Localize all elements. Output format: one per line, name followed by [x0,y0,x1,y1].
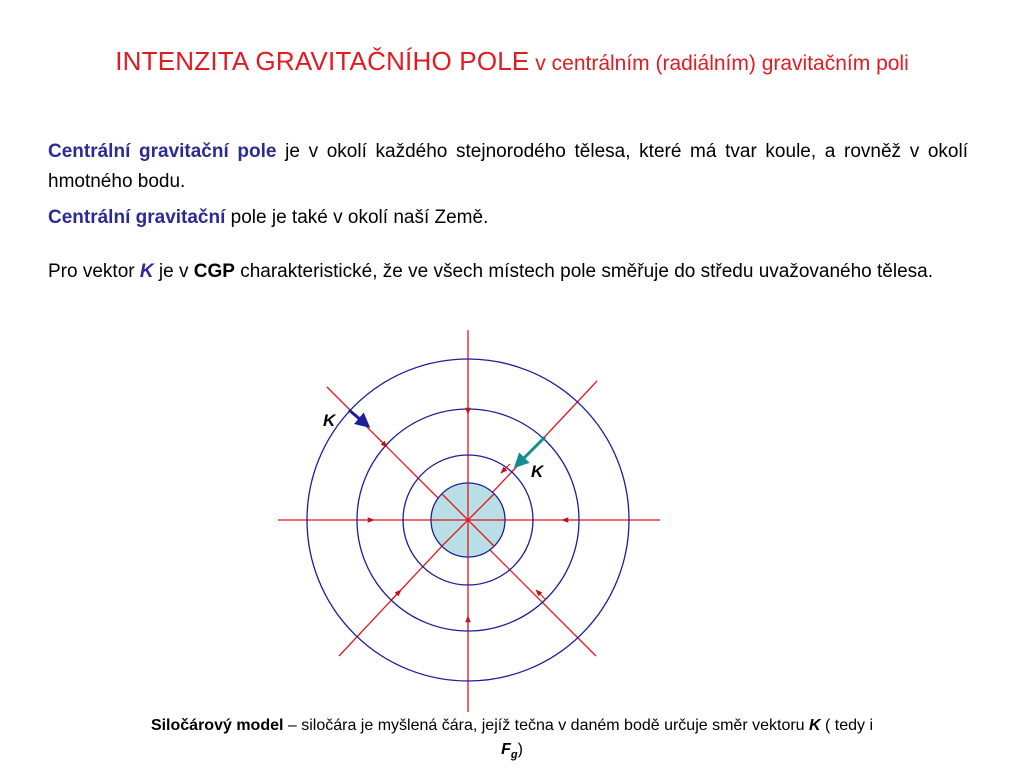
paragraph3-part2: je v [153,261,194,282]
paragraph3-part3: charakteristické, že ve všech místech pole směřuje do středu uvažovaného tělesa. [234,261,933,282]
paragraph2-text: pole je také v okolí naší Země. [225,207,489,228]
caption-end: ) [517,741,523,758]
caption [40,714,984,767]
paragraph3-cgp: CGP [193,261,235,282]
caption-fg-sub: g [510,749,518,762]
paragraph1-text: je v okolí každého stejnorodého tělesa, které má tvar koule, a rovněž v okolí hmotného bodu. [48,141,968,192]
arrow-upper-left [377,437,387,447]
caption-text2: ( tedy i [820,717,874,734]
paragraph2-lead: Centrální gravitační [48,207,226,228]
vector-k-inner-label: K [531,462,544,481]
caption-fg: F [501,741,511,758]
vector-k-outer-label: K [323,411,336,430]
title-subtitle: v centrálním (radiálním) gravitačním poli [529,52,909,75]
paragraph1-lead: Centrální gravitační pole [48,141,277,162]
arrow-lower-right [536,590,546,600]
caption-vector-k: K [809,717,821,734]
caption-text: – siločára je myšlená čára, jejíž tečna v daném bodě určuje směr vektoru [283,717,810,734]
vector-k-outer-arrow [349,410,368,426]
field-lines-over-body [431,483,505,557]
arrow-lower-left [391,590,401,600]
paragraph3-vector-k: K [139,261,154,282]
title-main: INTENZITA GRAVITAČNÍHO POLE [115,46,530,76]
paragraph3-part1: Pro vektor [48,261,140,282]
caption-title: Siločárový model [150,717,284,734]
